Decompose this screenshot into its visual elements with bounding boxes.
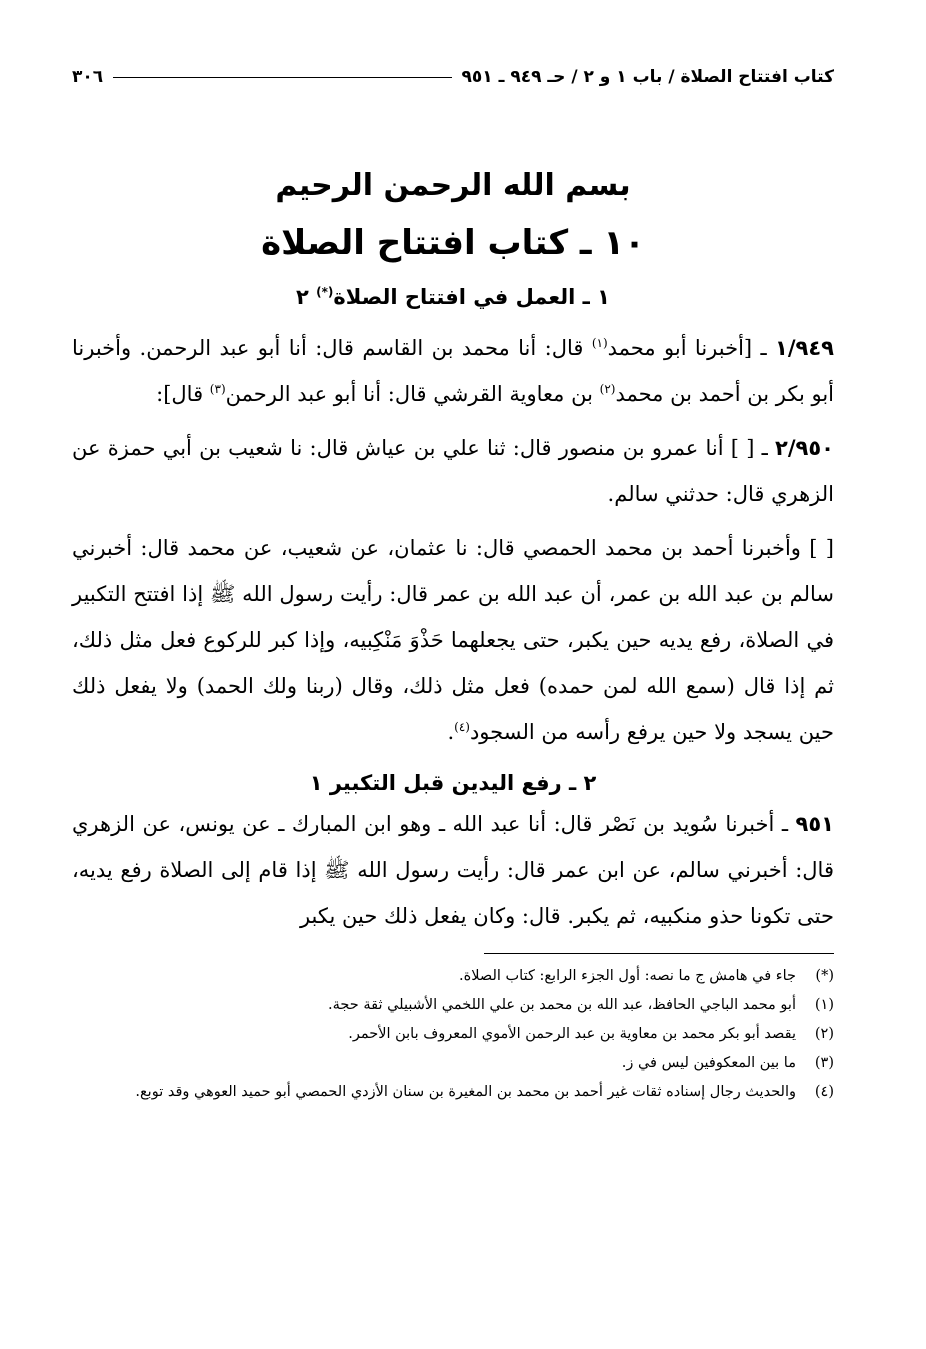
page-number: ٣٠٦ [72, 67, 104, 87]
hadith-paragraph-949 [72, 325, 834, 417]
footnote [72, 1049, 834, 1078]
footnote [72, 962, 834, 991]
hadith-text: ـ [ ] أنا عمرو بن منصور قال: ثنا علي بن عياش قال: نا شعيب بن أبي حمزة عن الزهري قال: حدثني سالم. [72, 436, 834, 506]
section-1-heading [72, 285, 834, 309]
section-1-footnote-mark: (*) [316, 285, 334, 299]
section-1-suffix: ٢ [296, 285, 317, 309]
footnote-text: أبو محمد الباجي الحافظ، عبد الله بن محمد بن علي اللخمي الأشبيلي ثقة حجة. [328, 997, 796, 1013]
hadith-text: قال]: [156, 382, 210, 406]
book-page [72, 60, 834, 1330]
section-2-heading: ٢ ـ رفع اليدين قبل التكبير ١ [309, 771, 597, 795]
hadith-text: . [447, 720, 455, 744]
footnote-mark: (٣) [814, 1055, 834, 1071]
hadith-text: قال: أنا محمد بن القاسم قال: أنا أبو عبد الرحمن. وأخبرنا أبو بكر بن أحمد بن محمد [72, 336, 834, 406]
basmala: بسم الله الرحمن الرحيم [275, 168, 631, 203]
footnote [72, 1078, 834, 1107]
footnote-mark: (*) [815, 968, 834, 984]
section-1-title: ١ ـ العمل في افتتاح الصلاة [333, 285, 610, 309]
footnote-divider [484, 953, 834, 954]
book-title: ١٠ ـ كتاب افتتاح الصلاة [261, 223, 645, 263]
footnote-text: جاء في هامش ج ما نصه: أول الجزء الرابع: كتاب الصلاة. [459, 968, 796, 984]
footnote-mark: (٢) [814, 1026, 834, 1042]
hadith-paragraph-950 [72, 425, 834, 517]
footnotes [72, 962, 834, 1107]
footnote [72, 991, 834, 1020]
hadith-text: بن معاوية القرشي قال: أنا أبو عبد الرحمن [225, 382, 600, 406]
hadith-number: ١/٩٤٩ [775, 336, 834, 360]
footnote-ref-1: (١) [591, 336, 608, 350]
hadith-paragraph-950-continued [72, 525, 834, 755]
running-header [72, 60, 834, 94]
footnote [72, 1020, 834, 1049]
footnote-ref-4: (٤) [454, 720, 470, 734]
footnote-text: يقصد أبو بكر محمد بن معاوية بن عبد الرحمن الأموي المعروف بابن الأحمر. [348, 1026, 796, 1042]
running-title: كتاب افتتاح الصلاة / باب ١ و ٢ / حـ ٩٤٩ ـ ٩٥١ [461, 67, 834, 87]
footnote-mark: (٤) [814, 1084, 834, 1100]
footnote-ref-3: (٣) [209, 382, 226, 396]
hadith-number: ٢/٩٥٠ [775, 436, 834, 460]
hadith-text: ـ أخبرنا سُويد بن نَصْر قال: أنا عبد الله ـ وهو ابن المبارك ـ عن يونس، عن الزهري قال: أخبرني سالم، عن ابن عمر قال: رأيت رسول الله ﷺ إذا قام إلى الصلاة رفع يديه، حتى تكونا حذو منكبيه، ثم يكبر. قال: وكان يفعل ذلك حين يكبر [72, 812, 834, 928]
footnote-mark: (١) [814, 997, 834, 1013]
header-rule [113, 77, 451, 78]
hadith-text: ـ [أخبرنا أبو محمد [607, 336, 776, 360]
footnote-text: ما بين المعكوفين ليس في ز. [621, 1055, 796, 1071]
hadith-number: ٩٥١ [795, 812, 834, 836]
footnote-text: والحديث رجال إسناده ثقات غير أحمد بن محمد بن المغيرة بن سنان الأزدي الحمصي أبو حميد العوهي وقد توبع. [135, 1084, 796, 1100]
hadith-paragraph-951 [72, 801, 834, 939]
footnote-ref-2: (٢) [599, 382, 616, 396]
hadith-text: [ ] وأخبرنا أحمد بن محمد الحمصي قال: نا عثمان، عن شعيب، عن محمد قال: أخبرني سالم بن عبد الله بن عمر، أن عبد الله بن عمر قال: رأيت رسول الله ﷺ إذا افتتح التكبير في الصلاة، رفع يديه حين يكبر، حتى يجعلهما حَذْوَ مَنْكِبيه، وإذا كبر للركوع فعل مثل ذلك، ثم إذا قال (سمع الله لمن حمده) فعل مثل ذلك، وقال (ربنا ولك الحمد) ولا يفعل ذلك حين يسجد ولا حين يرفع رأسه من السجود [72, 536, 834, 744]
